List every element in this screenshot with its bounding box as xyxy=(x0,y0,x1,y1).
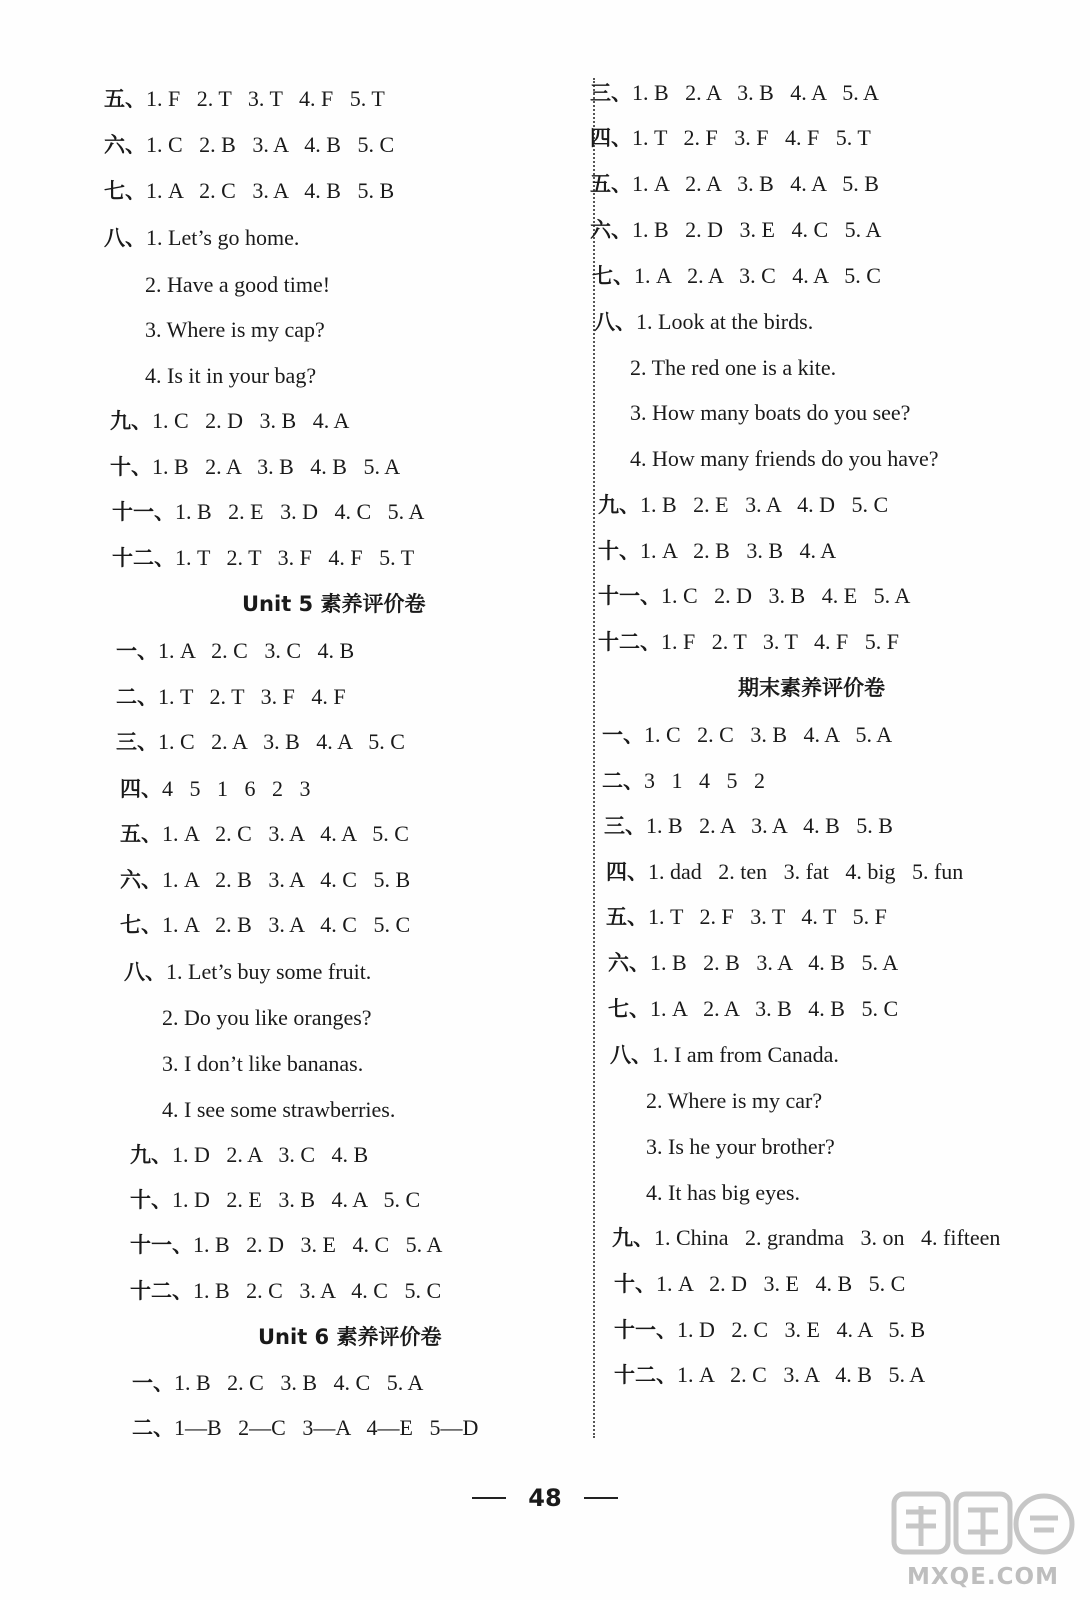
answer-line: 十、1. D 2. E 3. B 4. A 5. C xyxy=(130,1187,421,1212)
answer-line: 三、1. C 2. A 3. B 4. A 5. C xyxy=(116,729,405,754)
answer-line: 六、1. B 2. D 3. E 4. C 5. A xyxy=(590,217,882,242)
answer-subline: 4. I see some strawberries. xyxy=(162,1097,396,1122)
answer-line: 八、1. Look at the birds. xyxy=(594,309,814,334)
answer-line: 九、1. C 2. D 3. B 4. A xyxy=(110,408,350,433)
answer-line: 七、1. A 2. A 3. C 4. A 5. C xyxy=(592,263,881,288)
answer-subline: 4. How many friends do you have? xyxy=(630,446,939,471)
answer-line: 四、4 5 1 6 2 3 xyxy=(120,776,311,801)
answer-subline: 3. I don’t like bananas. xyxy=(162,1051,364,1076)
answer-line: 十、1. B 2. A 3. B 4. B 5. A xyxy=(110,454,401,479)
answer-line: 八、1. I am from Canada. xyxy=(610,1042,839,1067)
right-column xyxy=(590,0,1090,1460)
answer-line: 一、1. C 2. C 3. B 4. A 5. A xyxy=(602,722,893,747)
answer-subline: 3. Where is my cap? xyxy=(145,317,325,342)
answer-line: 十二、1. B 2. C 3. A 4. C 5. C xyxy=(130,1278,442,1303)
answer-line: 四、1. dad 2. ten 3. fat 4. big 5. fun xyxy=(606,859,964,884)
answer-line: 三、1. B 2. A 3. A 4. B 5. B xyxy=(604,813,893,838)
answer-line: 七、1. A 2. B 3. A 4. C 5. C xyxy=(120,912,411,937)
answer-line: 六、1. A 2. B 3. A 4. C 5. B xyxy=(120,867,411,892)
answer-line: 二、1. T 2. T 3. F 4. F xyxy=(116,684,346,709)
section-title-unit5: Unit 5 素养评价卷 xyxy=(242,592,426,616)
answer-line: 十一、1. B 2. D 3. E 4. C 5. A xyxy=(130,1232,443,1257)
answer-line: 五、1. T 2. F 3. T 4. T 5. F xyxy=(606,904,887,929)
watermark-logo xyxy=(888,1488,1078,1592)
answer-subline: 2. Have a good time! xyxy=(145,272,331,297)
answer-line: 一、1. B 2. C 3. B 4. C 5. A xyxy=(132,1370,424,1395)
section-title-final: 期末素养评价卷 xyxy=(738,676,885,700)
answer-line: 十、1. A 2. B 3. B 4. A xyxy=(598,538,837,563)
answer-line: 八、1. Let’s buy some fruit. xyxy=(124,959,372,984)
answer-subline: 3. How many boats do you see? xyxy=(630,400,911,425)
answer-line: 十二、1. T 2. T 3. F 4. F 5. T xyxy=(112,545,415,570)
footer-dash-left xyxy=(472,1497,506,1499)
answer-line: 十、1. A 2. D 3. E 4. B 5. C xyxy=(614,1271,906,1296)
answer-line: 六、1. B 2. B 3. A 4. B 5. A xyxy=(608,950,899,975)
answer-line: 六、1. C 2. B 3. A 4. B 5. C xyxy=(104,132,395,157)
answer-line: 九、1. D 2. A 3. C 4. B xyxy=(130,1142,369,1167)
answer-line: 五、1. A 2. C 3. A 4. A 5. C xyxy=(120,821,409,846)
answer-line: 十二、1. F 2. T 3. T 4. F 5. F xyxy=(598,629,899,654)
answer-subline: 2. Where is my car? xyxy=(646,1088,823,1113)
section-title-unit6: Unit 6 素养评价卷 xyxy=(258,1325,442,1349)
answer-line: 五、1. A 2. A 3. B 4. A 5. B xyxy=(590,171,879,196)
watermark-logo-icon xyxy=(888,1488,1078,1562)
answer-line: 二、3 1 4 5 2 xyxy=(602,768,765,793)
answer-subline: 4. Is it in your bag? xyxy=(145,363,317,388)
answer-line: 十一、1. B 2. E 3. D 4. C 5. A xyxy=(112,499,425,524)
answer-subline: 2. The red one is a kite. xyxy=(630,355,837,380)
watermark-domain: MXQE.COM xyxy=(907,1564,1059,1590)
footer-dash-right xyxy=(584,1497,618,1499)
answer-line: 三、1. B 2. A 3. B 4. A 5. A xyxy=(590,80,879,105)
answer-subline: 4. It has big eyes. xyxy=(646,1180,800,1205)
answer-subline: 3. Is he your brother? xyxy=(646,1134,835,1159)
answer-line: 十二、1. A 2. C 3. A 4. B 5. A xyxy=(614,1362,926,1387)
answer-line: 四、1. T 2. F 3. F 4. F 5. T xyxy=(590,125,871,150)
answer-line: 九、1. China 2. grandma 3. on 4. fifteen xyxy=(612,1225,1001,1250)
answer-line: 二、1—B 2—C 3—A 4—E 5—D xyxy=(132,1415,479,1440)
left-column xyxy=(0,0,560,1460)
answer-line: 七、1. A 2. C 3. A 4. B 5. B xyxy=(104,178,395,203)
answer-line: 一、1. A 2. C 3. C 4. B xyxy=(116,638,355,663)
answer-line: 九、1. B 2. E 3. A 4. D 5. C xyxy=(598,492,889,517)
answer-line: 十一、1. C 2. D 3. B 4. E 5. A xyxy=(598,583,911,608)
answer-line: 五、1. F 2. T 3. T 4. F 5. T xyxy=(104,86,385,111)
answer-line: 八、1. Let’s go home. xyxy=(104,225,300,250)
answer-subline: 2. Do you like oranges? xyxy=(162,1005,372,1030)
answer-line: 十一、1. D 2. C 3. E 4. A 5. B xyxy=(614,1317,926,1342)
page-number: 48 xyxy=(528,1484,562,1512)
answer-line: 七、1. A 2. A 3. B 4. B 5. C xyxy=(608,996,899,1021)
